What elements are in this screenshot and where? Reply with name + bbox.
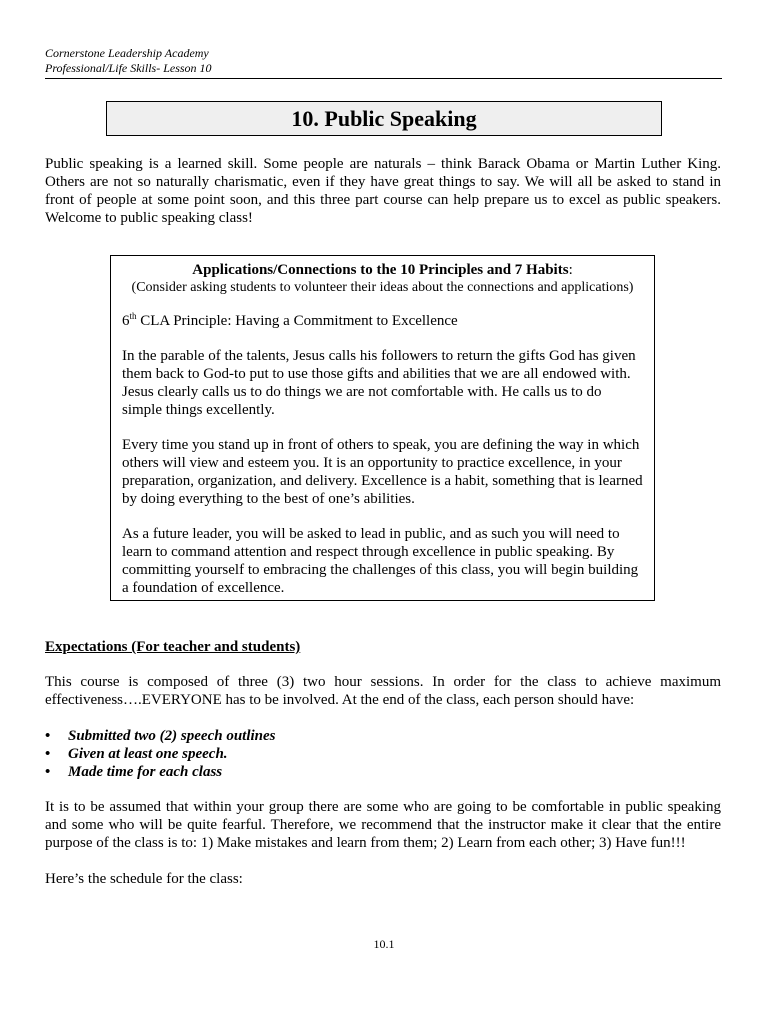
list-item-text: Made time for each class (68, 764, 223, 780)
applications-heading (122, 262, 643, 279)
expectations-list (45, 727, 276, 781)
principle-line (122, 312, 643, 330)
schedule-intro: Here’s the schedule for the class: (45, 871, 243, 887)
header-academy-name: Cornerstone Leadership Academy (45, 46, 209, 60)
header-lesson-name: Professional/Life Skills- Lesson 10 (45, 61, 212, 75)
applications-heading-text: Applications/Connections to the 10 Principles and 7 Habits (192, 262, 569, 278)
applications-heading-colon: : (568, 262, 573, 278)
list-item-text: Submitted two (2) speech outlines (68, 728, 276, 744)
lesson-title: 10. Public Speaking (106, 101, 662, 136)
page-header (45, 46, 722, 79)
bullet-icon: • (45, 764, 51, 780)
intro-paragraph: Public speaking is a learned skill. Some people are naturals – think Barack Obama or Martin Luther King. Others are not so naturally charismatic, even if they have great things to say. We will all be asked to stand in front of people at some point soon, and this three part course can help prepare us to excel as public speakers. Welcome to public speaking class! (45, 156, 721, 226)
expectations-heading: Expectations (For teacher and students) (45, 639, 301, 655)
principle-ordinal-suffix: th (129, 311, 137, 321)
page-number: 10.1 (373, 937, 395, 951)
list-item (45, 727, 276, 745)
applications-subheading: (Consider asking students to volunteer their ideas about the connections and applications) (131, 280, 634, 295)
bullet-icon: • (45, 746, 51, 762)
principle-text: CLA Principle: Having a Commitment to Excellence (136, 313, 458, 329)
bullet-icon: • (45, 728, 51, 744)
applications-paragraph-excellence: Every time you stand up in front of others to speak, you are defining the way in which others will view and esteem you. It is an opportunity to practice excellence, in your preparation, organization, and delivery. Excellence is a habit, something that is learned by doing everything to the best of one’s abilities. (122, 437, 643, 507)
list-item (45, 763, 276, 781)
assumption-paragraph: It is to be assumed that within your group there are some who are going to be comfortable in public speaking and some who will be quite fearful. Therefore, we recommend that the instructor make it clear that the entire purpose of the class is to: 1) Make mistakes and learn from them; 2) Learn from each other; 3) Have fun!!! (45, 799, 721, 851)
applications-paragraph-talents: In the parable of the talents, Jesus calls his followers to return the gifts God has given them back to God-to put to use those gifts and abilities that we are all endowed with. Jesus clearly calls us to do things we are not comfortable with. He calls us to do simple things excellently. (122, 348, 636, 418)
expectations-intro: This course is composed of three (3) two hour sessions. In order for the class to achieve maximum effectiveness….EVERYONE has to be involved. At the end of the class, each person should have: (45, 674, 721, 708)
list-item-text: Given at least one speech. (68, 746, 228, 762)
applications-box (110, 255, 655, 601)
applications-paragraph-leader: As a future leader, you will be asked to lead in public, and as such you will need to learn to command attention and respect through excellence in public speaking. By committing yourself to embracing the challenges of this class, you will begin building a foundation of excellence. (122, 526, 639, 596)
principle-number: 6 (122, 313, 130, 329)
list-item (45, 745, 276, 763)
